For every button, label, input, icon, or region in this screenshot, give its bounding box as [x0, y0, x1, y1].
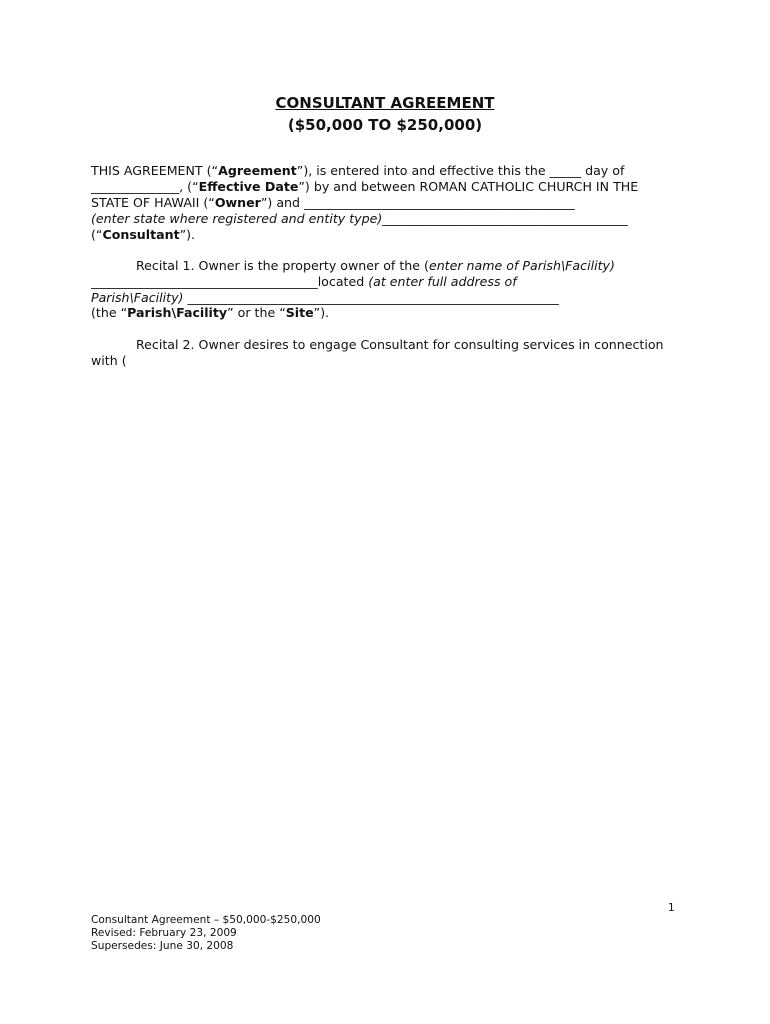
- recital-placeholder: (at enter full address of: [368, 274, 517, 289]
- intro-line-5: [91, 227, 195, 243]
- intro-text: ______________, (“: [91, 179, 199, 194]
- site-term: Site: [285, 305, 314, 320]
- recital-placeholder: enter name of Parish\Facility): [428, 258, 615, 273]
- footer-line-2: Revised: February 23, 2009: [91, 927, 237, 939]
- footer-line-3: Supersedes: June 30, 2008: [91, 940, 234, 952]
- consultant-term: Consultant: [102, 227, 180, 242]
- document-subtitle: ($50,000 TO $250,000): [287, 116, 483, 134]
- owner-term: Owner: [214, 195, 261, 210]
- intro-line-1: [91, 163, 624, 179]
- recital-1-line-2: [91, 274, 517, 290]
- recital-1-line-3: Parish\Facility) ___________________________________________________________: [91, 290, 559, 305]
- intro-text: ”) and ___________________________________________: [260, 195, 575, 210]
- intro-line-3: [91, 195, 575, 211]
- recital-text: (the “: [91, 305, 128, 320]
- document-title: CONSULTANT AGREEMENT: [275, 94, 495, 112]
- intro-text: ”) by and between ROMAN CATHOLIC CHURCH IN THE: [298, 179, 639, 194]
- intro-text: (“: [91, 227, 103, 242]
- recital-text: Recital 1. Owner is the property owner of the (: [136, 258, 429, 273]
- recital-2-line-1: Recital 2. Owner desires to engage Consultant for consulting services in connection: [136, 337, 664, 352]
- recital-1-line-4: [91, 305, 329, 321]
- page-number: 1: [668, 902, 675, 914]
- recital-1-line-1: [136, 258, 615, 274]
- footer-line-1: Consultant Agreement – $50,000-$250,000: [91, 914, 321, 926]
- agreement-term: Agreement: [218, 163, 297, 178]
- intro-line-4: (enter state where registered and entity type)_______________________________________: [91, 211, 628, 226]
- intro-text: ”).: [179, 227, 196, 242]
- intro-text: ”), is entered into and effective this the _____ day of: [296, 163, 625, 178]
- recital-text: ” or the “: [227, 305, 286, 320]
- intro-text: STATE OF HAWAII (“: [91, 195, 215, 210]
- intro-text: THIS AGREEMENT (“: [91, 163, 219, 178]
- parish-facility-term: Parish\Facility: [127, 305, 228, 320]
- recital-2-line-2: with (: [91, 353, 127, 368]
- recital-text: ”).: [313, 305, 330, 320]
- effective-date-term: Effective Date: [198, 179, 299, 194]
- intro-line-2: [91, 179, 638, 195]
- recital-text: ____________________________________located: [91, 274, 369, 289]
